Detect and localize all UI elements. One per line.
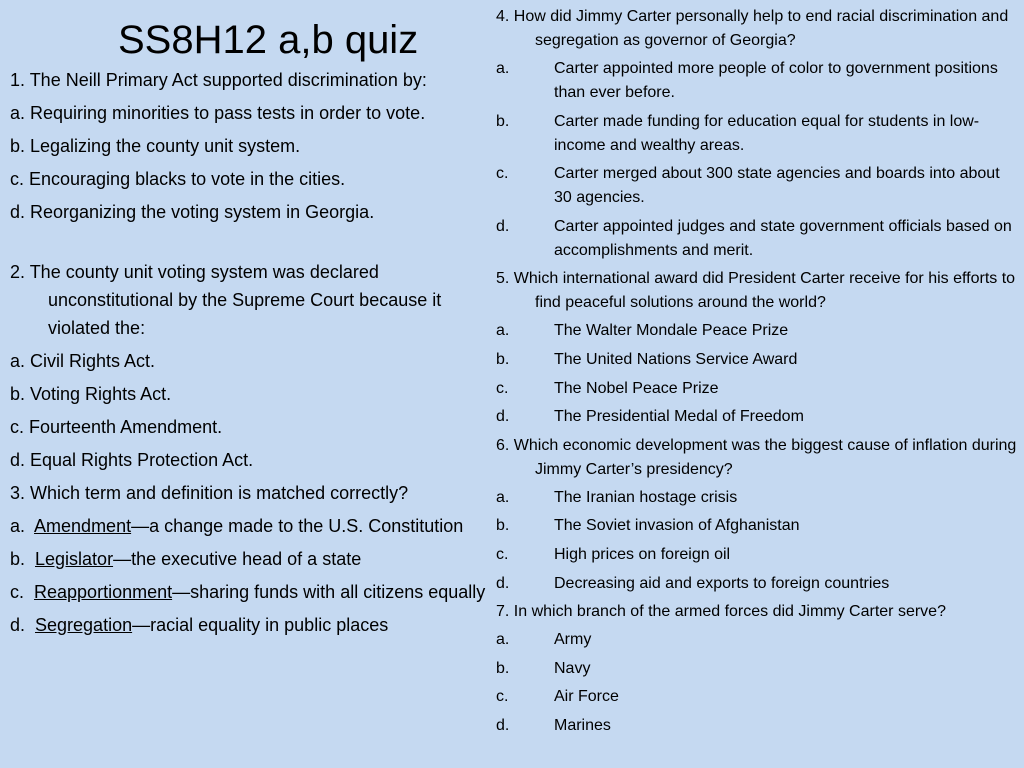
- q3-option-c-definition: —sharing funds with all citizens equally: [172, 582, 486, 602]
- option-letter: a.: [496, 631, 510, 649]
- q1-option-a: a. Requiring minorities to pass tests in order to vote.: [10, 103, 426, 123]
- option-text: Carter merged about 300 state agencies and boards into about 30 agencies.: [554, 165, 1000, 207]
- q3-option-c-prefix: c.: [10, 582, 35, 602]
- option-letter: c.: [496, 688, 509, 706]
- page-title: SS8H12 a,b quiz: [118, 18, 419, 62]
- option-letter: b.: [496, 517, 510, 535]
- question-2: 2. The county unit voting system was declared unconstitutional by the Supreme Court because it violated the:: [10, 262, 442, 338]
- q5-option-c: [496, 377, 1018, 401]
- q6-option-a: [496, 486, 1018, 510]
- question-3: 3. Which term and definition is matched correctly?: [10, 483, 409, 503]
- option-text: The Nobel Peace Prize: [554, 379, 719, 397]
- option-text: The Presidential Medal of Freedom: [554, 408, 804, 426]
- q7-option-b: [496, 657, 1018, 681]
- q3-option-a-term: Amendment: [34, 516, 132, 536]
- q6-option-b: [496, 514, 1018, 538]
- option-letter: a.: [496, 322, 510, 340]
- q4-option-d: [496, 215, 1018, 263]
- option-letter: d.: [496, 408, 510, 426]
- q3-option-d-prefix: d.: [10, 615, 36, 635]
- option-letter: d.: [496, 217, 510, 235]
- question-1: 1. The Neill Primary Act supported discrimination by:: [10, 70, 427, 90]
- spacer: [10, 231, 494, 258]
- q3-option-b-definition: —the executive head of a state: [113, 549, 362, 569]
- option-text: Air Force: [554, 688, 619, 706]
- option-text: Carter appointed more people of color to government positions than ever before.: [554, 60, 998, 101]
- q6-option-d: [496, 572, 1018, 596]
- option-text: Carter made funding for education equal for students in low-income and wealthy areas.: [554, 112, 980, 154]
- left-column: [10, 66, 494, 639]
- q3-option-b: [10, 545, 494, 573]
- option-letter: a.: [496, 60, 510, 77]
- q3-option-d-definition: —racial equality in public places: [132, 615, 389, 635]
- option-text: Carter appointed judges and state government officials based on accomplishments and merit.: [554, 217, 1012, 259]
- q3-option-a: [10, 512, 494, 540]
- question-7: 7. In which branch of the armed forces did Jimmy Carter serve?: [496, 603, 946, 621]
- q3-option-a-prefix: a.: [10, 516, 35, 536]
- q3-option-d-term: Segregation: [35, 615, 133, 635]
- q4-option-b: [496, 110, 1018, 158]
- option-text: Marines: [554, 716, 611, 734]
- option-text: High prices on foreign oil: [554, 545, 731, 563]
- q4-option-a: [496, 57, 1018, 105]
- q7-option-d: [496, 714, 1018, 738]
- q1-option-d: d. Reorganizing the voting system in Georgia.: [10, 202, 375, 222]
- option-letter: b.: [496, 350, 510, 368]
- option-text: Decreasing aid and exports to foreign countries: [554, 574, 890, 592]
- right-column: [496, 5, 1018, 743]
- option-text: The United Nations Service Award: [554, 350, 798, 368]
- option-letter: b.: [496, 659, 510, 677]
- option-text: Navy: [554, 659, 591, 677]
- q3-option-c-term: Reapportionment: [34, 582, 173, 602]
- option-letter: c.: [496, 545, 509, 563]
- q3-option-d: [10, 611, 494, 639]
- q2-option-a: a. Civil Rights Act.: [10, 351, 156, 371]
- q3-option-b-term: Legislator: [35, 549, 114, 569]
- option-text: The Iranian hostage crisis: [554, 488, 738, 506]
- q4-option-c: [496, 162, 1018, 210]
- q5-option-a: [496, 319, 1018, 343]
- q2-option-b: b. Voting Rights Act.: [10, 384, 172, 404]
- q2-option-d: d. Equal Rights Protection Act.: [10, 450, 254, 470]
- q6-option-c: [496, 543, 1018, 567]
- option-letter: b.: [496, 112, 510, 130]
- option-text: Army: [554, 631, 592, 649]
- option-letter: a.: [496, 488, 510, 506]
- option-letter: c.: [496, 165, 509, 183]
- question-6: 6. Which economic development was the biggest cause of inflation during Jimmy Carter’s presidency?: [496, 436, 1017, 478]
- q1-option-c: c. Encouraging blacks to vote in the cities.: [10, 169, 346, 189]
- option-letter: d.: [496, 716, 510, 734]
- q3-option-a-definition: —a change made to the U.S. Constitution: [131, 516, 464, 536]
- q7-option-a: [496, 628, 1018, 652]
- q3-option-b-prefix: b.: [10, 549, 36, 569]
- option-text: The Walter Mondale Peace Prize: [554, 322, 789, 340]
- q3-option-c: [10, 578, 494, 606]
- question-4: 4. How did Jimmy Carter personally help to end racial discrimination and segregation as governor of Georgia?: [496, 8, 1009, 49]
- question-5: 5. Which international award did President Carter receive for his efforts to find peaceful solutions around the world?: [496, 270, 1016, 312]
- q5-option-b: [496, 348, 1018, 372]
- option-letter: c.: [496, 379, 509, 397]
- option-text: The Soviet invasion of Afghanistan: [554, 517, 800, 535]
- q2-option-c: c. Fourteenth Amendment.: [10, 417, 223, 437]
- option-letter: d.: [496, 574, 510, 592]
- q7-option-c: [496, 685, 1018, 709]
- q5-option-d: [496, 405, 1018, 429]
- q1-option-b: b. Legalizing the county unit system.: [10, 136, 301, 156]
